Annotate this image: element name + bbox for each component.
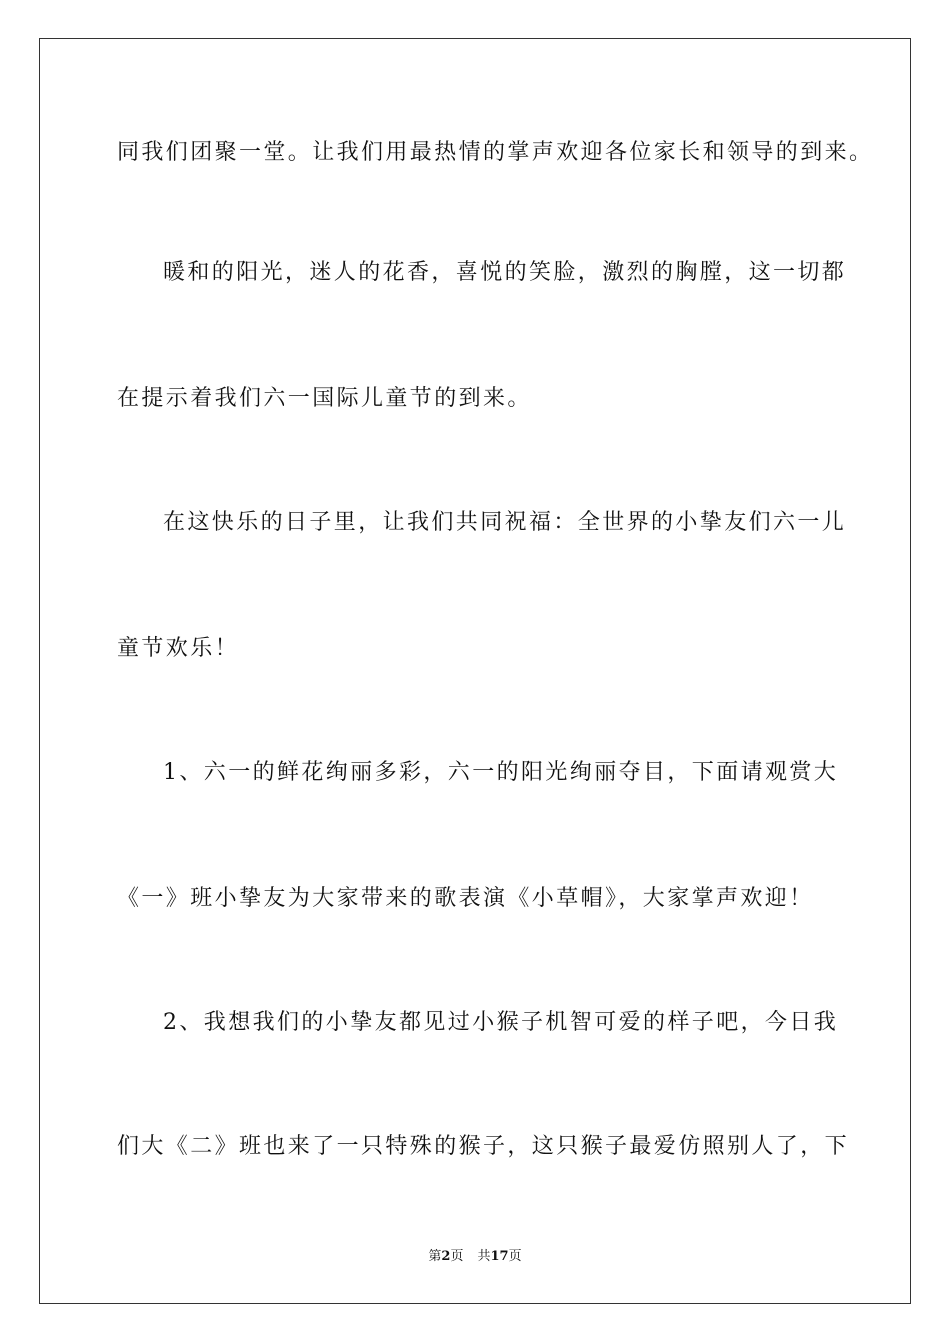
page-number: 2: [441, 1249, 451, 1264]
text-line-6: 1、六一的鲜花绚丽多彩，六一的阳光绚丽夺目，下面请观赏大: [163, 760, 839, 785]
total-prefix: 共: [477, 1249, 491, 1264]
text-line-5: 童节欢乐！: [117, 636, 240, 661]
total-pages: 17: [490, 1249, 509, 1264]
page-prefix: 第: [428, 1249, 442, 1264]
text-line-3: 在提示着我们六一国际儿童节的到来。: [117, 386, 532, 411]
page-suffix: 页: [450, 1249, 464, 1264]
text-line-8: 2、我想我们的小挚友都见过小猴子机智可爱的样子吧，今日我: [163, 1010, 839, 1035]
text-line-2: 暖和的阳光，迷人的花香，喜悦的笑脸，激烈的胸膛，这一切都: [163, 260, 847, 285]
page-border: [39, 38, 911, 1304]
text-line-4: 在这快乐的日子里，让我们共同祝福：全世界的小挚友们六一儿: [163, 510, 847, 535]
text-line-9: 们大《二》班也来了一只特殊的猴子，这只猴子最爱仿照别人了，下: [117, 1134, 850, 1159]
page-footer: [0, 1248, 950, 1266]
total-suffix: 页: [508, 1249, 522, 1264]
text-line-1: 同我们团聚一堂。让我们用最热情的掌声欢迎各位家长和领导的到来。: [117, 140, 874, 165]
text-line-7: 《一》班小挚友为大家带来的歌表演《小草帽》，大家掌声欢迎！: [117, 886, 814, 911]
